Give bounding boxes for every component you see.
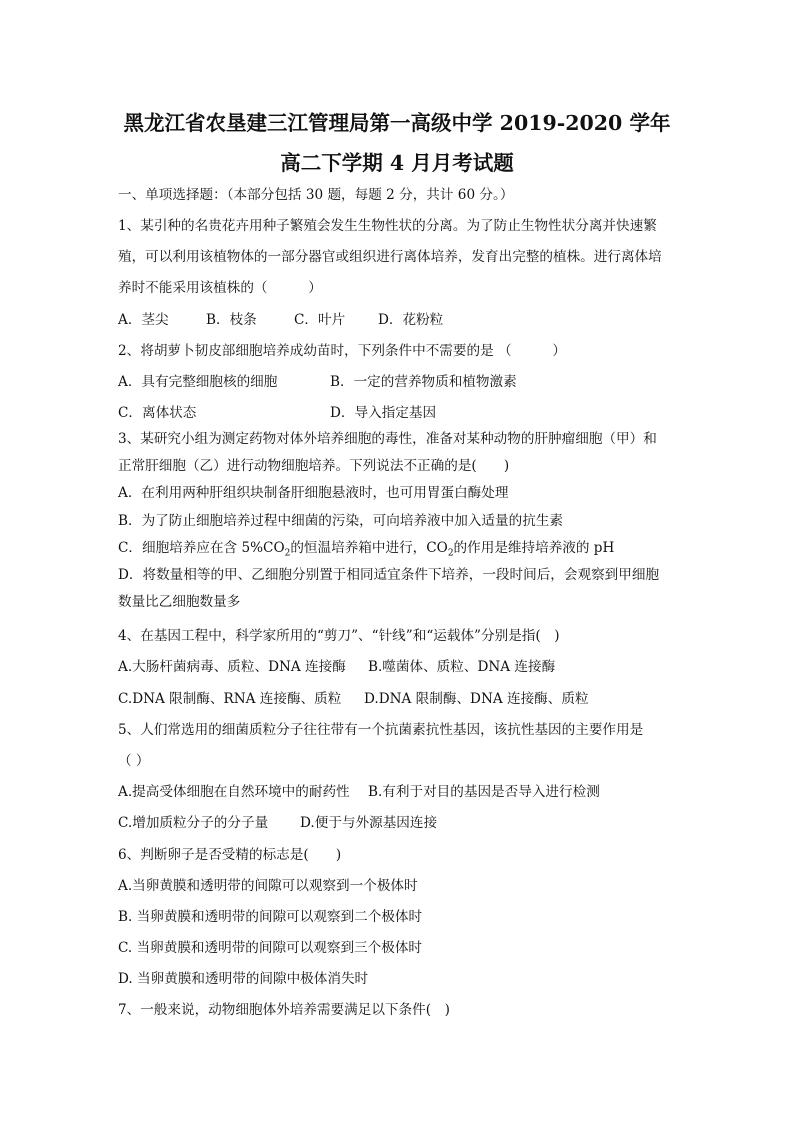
question-2-option-a: A．具有完整细胞核的细胞 — [118, 374, 278, 390]
question-1-option-b: B．枝条 — [206, 312, 257, 328]
q3-c-post: 的作用是维持培养液的 pH — [453, 540, 615, 556]
question-1-line-2: 殖，可以利用该植物体的一部分器官或组织进行离体培养，发育出完整的植株。进行离体培 — [118, 249, 662, 265]
page-title-line-2: 高二下学期 4 月月考试题 — [280, 151, 514, 175]
question-4-option-b: B.噬菌体、质粒、DNA 连接酶 — [368, 659, 556, 675]
question-2-option-d: D．导入指定基因 — [330, 405, 437, 421]
question-1-option-a: A．茎尖 — [118, 312, 169, 328]
question-4-option-a: A.大肠杆菌病毒、质粒、DNA 连接酶 — [118, 659, 346, 675]
question-3-option-d-line-1: D．将数量相等的甲、乙细胞分别置于相同适宜条件下培养，一段时间后，会观察到甲细胞 — [118, 567, 660, 583]
question-5-line-1: 5、人们常选用的细菌质粒分子往往带有一个抗菌素抗性基因，该抗性基因的主要作用是 — [118, 722, 644, 738]
question-6-option-a: A.当卵黄膜和透明带的间隙可以观察到一个极体时 — [118, 878, 418, 894]
question-6-option-c: C. 当卵黄膜和透明带的间隙可以观察到三个极体时 — [118, 940, 423, 956]
question-1-option-d: D．花粉粒 — [378, 312, 444, 328]
question-4-option-d: D.DNA 限制酶、DNA 连接酶、质粒 — [364, 691, 589, 707]
question-5-option-b: B.有利于对目的基因是否导入进行检测 — [368, 784, 600, 800]
question-5-options-cd — [118, 814, 437, 832]
question-3-option-b: B．为了防止细胞培养过程中细菌的污染，可向培养液中加入适量的抗生素 — [118, 513, 563, 529]
question-2-option-b: B．一定的营养物质和植物激素 — [330, 374, 517, 390]
question-3-option-c — [118, 539, 678, 563]
q3-c-pre: C．细胞培养应在含 5%CO — [118, 540, 285, 556]
question-5-option-d: D.便于与外源基因连接 — [300, 815, 438, 831]
question-6-stem: 6、判断卵子是否受精的标志是( ) — [118, 847, 342, 863]
question-1-line-3: 养时不能采用该植株的（ ） — [118, 280, 322, 296]
question-5-option-c: C.增加质粒分子的分子量 — [118, 815, 269, 831]
question-4-options-cd — [118, 690, 589, 708]
question-4-options-ab — [118, 658, 555, 676]
question-1-options — [118, 311, 443, 329]
page-title-line-1: 黑龙江省农垦建三江管理局第一高级中学 2019-2020 学年 — [123, 111, 671, 135]
question-6-option-d: D. 当卵黄膜和透明带的间隙中极体消失时 — [118, 971, 369, 987]
q3-c-mid: 的恒温培养箱中进行，CO — [290, 540, 448, 556]
question-4-stem: 4、在基因工程中，科学家所用的“剪刀”、“针线”和“运载体”分别是指( ) — [118, 628, 560, 644]
question-5-line-2: （ ） — [118, 753, 150, 769]
question-2-options-ab — [118, 373, 517, 391]
q3-c-sub1: 2 — [284, 548, 291, 559]
question-2-option-c: C．离体状态 — [118, 405, 197, 421]
question-1-option-c: C．叶片 — [294, 312, 346, 328]
question-2-options-cd — [118, 404, 436, 422]
question-6-option-b: B. 当卵黄膜和透明带的间隙可以观察到二个极体时 — [118, 909, 423, 925]
question-3-line-1: 3、某研究小组为测定药物对体外培养细胞的毒性，准备对某种动物的肝肿瘤细胞（甲）和 — [118, 431, 657, 447]
question-3-option-a: A．在利用两种肝组织块制备肝细胞悬液时，也可用胃蛋白酶处理 — [118, 485, 509, 501]
question-5-options-ab — [118, 783, 600, 801]
section-heading: 一、单项选择题：（本部分包括 30 题，每题 2 分，共计 60 分。） — [118, 187, 514, 203]
question-7-stem: 7、一般来说，动物细胞体外培养需要满足以下条件( ) — [118, 1002, 450, 1018]
q3-c-sub2: 2 — [447, 548, 454, 559]
question-2-stem: 2、将胡萝卜韧皮部细胞培养成幼苗时，下列条件中不需要的是 （ ） — [118, 343, 566, 359]
question-3-option-d-line-2: 数量比乙细胞数量多 — [118, 594, 241, 610]
question-3-line-2: 正常肝细胞（乙）进行动物细胞培养。下列说法不正确的是( ) — [118, 458, 510, 474]
question-5-option-a: A.提高受体细胞在自然环境中的耐药性 — [118, 784, 350, 800]
question-4-option-c: C.DNA 限制酶、RNA 连接酶、质粒 — [118, 691, 342, 707]
question-1-line-1: 1、某引种的名贵花卉用种子繁殖会发生生物性状的分离。为了防止生物性状分离并快速繁 — [118, 218, 657, 234]
